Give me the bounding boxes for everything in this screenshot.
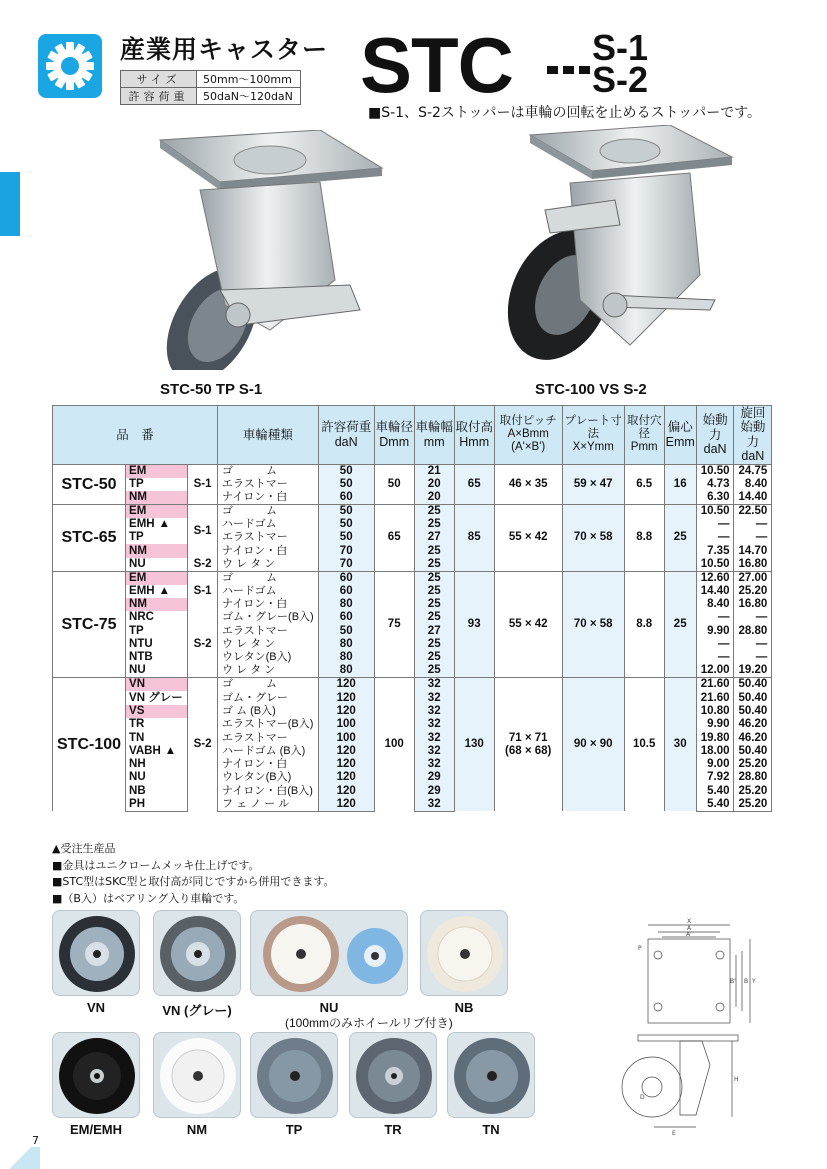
wheel-type-cell: ナイロン・白 [218,758,319,771]
stopper-cell: S-2 [188,611,218,678]
header-part-no: 品 番 [53,406,218,465]
width-cell: 32 [414,731,454,744]
width-cell: 21 [414,464,454,478]
swivel-force-cell: 8.40 [734,478,772,491]
start-force-cell: 21.60 [696,678,734,692]
start-force-cell: — [696,651,734,664]
width-cell: 25 [414,585,454,598]
wheel-type-cell: エラストマー [218,478,319,491]
start-force-cell: 19.80 [696,731,734,744]
load-cell: 60 [318,491,374,505]
start-force-cell: 12.60 [696,571,734,585]
code-cell: TN [126,731,188,744]
load-cell: 80 [318,664,374,678]
page-corner [0,1147,40,1169]
start-force-cell: 5.40 [696,785,734,798]
start-force-cell: 7.92 [696,771,734,784]
load-cell: 80 [318,598,374,611]
wheel-type-cell: ウ レ タ ン [218,664,319,678]
diagram-label: D [640,1094,645,1101]
code-cell: TP [126,478,188,491]
model-title: STC [360,21,513,109]
load-cell: 50 [318,625,374,638]
caster-spec-table [52,405,772,812]
category-title: 産業用キャスター [120,35,329,64]
width-cell: 27 [414,625,454,638]
code-cell: VABH ▲ [126,745,188,758]
load-cell: 120 [318,678,374,692]
offset-cell: 25 [664,571,696,678]
stopper-cell: S-1 [188,464,218,504]
swivel-force-cell: — [734,611,772,624]
diagram-label: P [638,945,642,952]
width-cell: 32 [414,798,454,812]
diagram-label: A [687,925,692,932]
code-cell: NRC [126,611,188,624]
wheel-type-cell: ハードゴム (B入) [218,745,319,758]
offset-cell: 16 [664,464,696,504]
diagram-label: B' [730,978,736,985]
load-cell: 100 [318,731,374,744]
swivel-force-cell: 50.40 [734,691,772,704]
stopper-cell: S-2 [188,558,218,572]
section-tab [0,172,20,236]
swivel-force-cell: 22.50 [734,504,772,518]
height-cell: 93 [454,571,494,678]
wheel-type-cell: ウ レ タ ン [218,638,319,651]
wheel-type-cell: フ ェ ノ ー ル [218,798,319,812]
table-row [53,504,772,518]
start-force-cell: 5.40 [696,798,734,812]
spec-key: 許容荷重 [121,88,197,105]
width-cell: 25 [414,571,454,585]
wheel-label-nm: NM [186,1122,208,1137]
start-force-cell: 10.80 [696,705,734,718]
spec-key: サイズ [121,71,197,88]
width-cell: 25 [414,518,454,531]
caster-photo-stc100 [500,125,740,375]
wheel-label-tn: TN [482,1122,500,1137]
swivel-force-cell: 16.80 [734,598,772,611]
header-wheel-dia: 車輪径 Dmm [374,406,414,465]
stopper-cell: S-1 [188,504,218,557]
diagram-label: H [734,1076,739,1083]
load-cell: 100 [318,718,374,731]
wheel-label-em: EM/EMH [70,1122,122,1137]
load-cell: 60 [318,585,374,598]
table-row [53,571,772,585]
wheel-type-cell: ゴ ム [218,504,319,518]
hole-cell: 8.8 [624,571,664,678]
wheel-label-tp: TP [285,1122,303,1137]
wheel-type-cell: エラストマー [218,731,319,744]
page-number: 7 [32,1134,39,1147]
load-cell: 50 [318,531,374,544]
load-cell: 120 [318,785,374,798]
width-cell: 29 [414,785,454,798]
code-cell: VN [126,678,188,692]
start-force-cell: 9.00 [696,758,734,771]
diameter-cell: 100 [374,678,414,811]
start-force-cell: 4.73 [696,478,734,491]
load-cell: 50 [318,478,374,491]
wheel-tile-nb [420,910,508,996]
header-wheel-width: 車輪幅 mm [414,406,454,465]
load-cell: 70 [318,558,374,572]
code-cell: NM [126,544,188,557]
made-to-order-mark: ▲ [158,584,170,597]
wheel-label-nu: NU [319,1000,339,1015]
header-swivel-force: 旋回 始動力 daN [734,406,772,465]
swivel-force-cell: 19.20 [734,664,772,678]
pitch-cell: 55 × 42 [494,504,562,571]
made-to-order-mark: ▲ [158,517,170,530]
height-cell: 65 [454,464,494,504]
swivel-force-cell: 24.75 [734,464,772,478]
dimension-diagram [610,915,760,1145]
caster-photo-stc50 [120,130,390,370]
wheel-type-cell: エラストマー(B入) [218,718,319,731]
wheel-tile-nu [250,910,408,996]
load-cell: 120 [318,705,374,718]
start-force-cell: 6.30 [696,491,734,505]
code-cell: NU [126,771,188,784]
spec-summary-table [120,70,301,105]
plate-cell: 90 × 90 [562,678,624,811]
model-cell: STC-50 [53,464,126,504]
note-line: ■STC型はSKC型と取付高が同じですから併用できます。 [52,875,335,888]
header-wheel-type: 車輪種類 [218,406,319,465]
swivel-force-cell: 25.20 [734,758,772,771]
load-cell: 120 [318,771,374,784]
width-cell: 25 [414,558,454,572]
start-force-cell: 9.90 [696,718,734,731]
start-force-cell: — [696,531,734,544]
wheel-type-cell: ウ レ タ ン [218,558,319,572]
code-cell: EM [126,571,188,585]
diagram-label: B [744,978,749,985]
swivel-force-cell: — [734,531,772,544]
stopper-cell: S-1 [188,571,218,611]
start-force-cell: — [696,518,734,531]
width-cell: 25 [414,638,454,651]
width-cell: 25 [414,598,454,611]
swivel-force-cell: 46.20 [734,731,772,744]
load-cell: 50 [318,518,374,531]
swivel-force-cell: 14.70 [734,544,772,557]
start-force-cell: 9.90 [696,625,734,638]
header-start-force: 始動力 daN [696,406,734,465]
note-line: ▲受注生産品 [52,842,116,855]
width-cell: 25 [414,664,454,678]
load-cell: 120 [318,798,374,812]
hole-cell: 10.5 [624,678,664,811]
wheel-type-cell: ナイロン・白 [218,544,319,557]
diagram-label: E [672,1130,676,1137]
offset-cell: 30 [664,678,696,811]
code-cell: TR [126,718,188,731]
wheel-type-cell: エラストマー [218,625,319,638]
spec-value: 50daN〜120daN [197,88,301,105]
start-force-cell: 21.60 [696,691,734,704]
load-cell: 50 [318,504,374,518]
model-cell: STC-65 [53,504,126,571]
swivel-force-cell: 28.80 [734,625,772,638]
load-cell: 80 [318,638,374,651]
code-cell: EM [126,464,188,478]
hole-cell: 6.5 [624,464,664,504]
swivel-force-cell: 25.20 [734,798,772,812]
model-dash [547,66,591,74]
code-cell: NM [126,491,188,505]
width-cell: 32 [414,718,454,731]
swivel-force-cell: 25.20 [734,585,772,598]
offset-cell: 25 [664,504,696,571]
wheel-tile-vn-gray [153,910,241,996]
header-plate: プレート寸法 X×Ymm [562,406,624,465]
table-row [53,678,772,692]
start-force-cell: 14.40 [696,585,734,598]
width-cell: 32 [414,705,454,718]
code-cell: TP [126,531,188,544]
swivel-force-cell: 16.80 [734,558,772,572]
swivel-force-cell: 27.00 [734,571,772,585]
start-force-cell: 12.00 [696,664,734,678]
swivel-force-cell: 25.20 [734,785,772,798]
variant-s2: S-2 [592,59,649,100]
wheel-label-vn: VN [86,1000,106,1015]
table-row [53,464,772,478]
swivel-force-cell: 14.40 [734,491,772,505]
gear-icon [38,34,102,98]
wheel-type-cell: ゴム・グレー(B入) [218,611,319,624]
header-hole: 取付穴径 Pmm [624,406,664,465]
header-load: 許容荷重 daN [318,406,374,465]
photo-caption-right: STC-100 VS S-2 [535,381,647,398]
wheel-type-cell: ゴ ム [218,464,319,478]
made-to-order-mark: ▲ [164,744,177,757]
diagram-label: X [687,918,692,925]
diameter-cell: 50 [374,464,414,504]
start-force-cell: 10.50 [696,464,734,478]
code-cell: EM [126,504,188,518]
start-force-cell: — [696,638,734,651]
hole-cell: 8.8 [624,504,664,571]
code-cell: NB [126,785,188,798]
header-pitch: 取付ピッチ A×Bmm (A'×B') [494,406,562,465]
code-cell: NTB [126,651,188,664]
wheel-type-cell: ナイロン・白 [218,491,319,505]
load-cell: 60 [318,571,374,585]
width-cell: 25 [414,504,454,518]
wheel-tile-tp [250,1032,338,1118]
stopper-cell: S-2 [188,678,218,811]
load-cell: 60 [318,611,374,624]
header-height: 取付高 Hmm [454,406,494,465]
load-cell: 120 [318,745,374,758]
swivel-force-cell: — [734,638,772,651]
code-cell: VN グレー [126,691,188,704]
wheel-tile-nm [153,1032,241,1118]
start-force-cell: 18.00 [696,745,734,758]
wheel-tile-tn [447,1032,535,1118]
wheel-tile-tr [349,1032,437,1118]
photo-caption-left: STC-50 TP S-1 [160,381,263,398]
width-cell: 25 [414,544,454,557]
width-cell: 20 [414,491,454,505]
diagram-label: A' [686,931,692,938]
code-cell: TP [126,625,188,638]
load-cell: 70 [318,544,374,557]
height-cell: 85 [454,504,494,571]
start-force-cell: 10.50 [696,558,734,572]
start-force-cell: 7.35 [696,544,734,557]
wheel-type-cell: ゴム・グレー [218,691,319,704]
wheel-type-cell: ハードゴム [218,518,319,531]
load-cell: 50 [318,464,374,478]
wheel-note-nu: (100mmのみホイールリブ付き) [285,1016,453,1030]
start-force-cell: 8.40 [696,598,734,611]
wheel-type-cell: ハードゴム [218,585,319,598]
code-cell: NU [126,558,188,572]
wheel-type-cell: ウレタン(B入) [218,771,319,784]
wheel-type-cell: ナイロン・白(B入) [218,785,319,798]
wheel-type-cell: ウレタン(B入) [218,651,319,664]
width-cell: 25 [414,611,454,624]
code-cell: EMH ▲ [126,518,188,531]
swivel-force-cell: 28.80 [734,771,772,784]
wheel-label-nb: NB [454,1000,474,1015]
swivel-force-cell: — [734,651,772,664]
wheel-type-cell: エラストマー [218,531,319,544]
header-offset: 偏心 Emm [664,406,696,465]
wheel-tile-vn [52,910,140,996]
width-cell: 32 [414,691,454,704]
code-cell: PH [126,798,188,812]
diameter-cell: 65 [374,504,414,571]
load-cell: 120 [318,758,374,771]
wheel-label-vn-gray: VN (グレー) [162,1003,232,1018]
plate-cell: 59 × 47 [562,464,624,504]
height-cell: 130 [454,678,494,811]
model-cell: STC-75 [53,571,126,678]
swivel-force-cell: 46.20 [734,718,772,731]
diagram-label: Y [752,978,756,985]
note-line: ■金具はユニクロームメッキ仕上げです。 [52,858,260,872]
swivel-force-cell: 50.40 [734,745,772,758]
wheel-tile-em [52,1032,140,1118]
swivel-force-cell: 50.40 [734,678,772,692]
code-cell: NTU [126,638,188,651]
pitch-cell: 71 × 71 (68 × 68) [494,678,562,811]
pitch-cell: 55 × 42 [494,571,562,678]
width-cell: 20 [414,478,454,491]
width-cell: 32 [414,745,454,758]
pitch-cell: 46 × 35 [494,464,562,504]
diameter-cell: 75 [374,571,414,678]
spec-value: 50mm〜100mm [197,71,301,88]
model-cell: STC-100 [53,678,126,811]
note-line: ■（B入）はベアリング入り車輪です。 [52,891,245,905]
wheel-type-cell: ナイロン・白 [218,598,319,611]
width-cell: 29 [414,771,454,784]
variant-s1: S-1 [592,27,649,68]
swivel-force-cell: 50.40 [734,705,772,718]
width-cell: 27 [414,531,454,544]
width-cell: 32 [414,758,454,771]
start-force-cell: 10.50 [696,504,734,518]
code-cell: NM [126,598,188,611]
width-cell: 32 [414,678,454,692]
plate-cell: 70 × 58 [562,571,624,678]
notes [52,841,335,907]
width-cell: 25 [414,651,454,664]
code-cell: NU [126,664,188,678]
swivel-force-cell: — [734,518,772,531]
wheel-type-cell: ゴ ム [218,571,319,585]
plate-cell: 70 × 58 [562,504,624,571]
load-cell: 80 [318,651,374,664]
stopper-note: ■S-1、S-2ストッパーは車輪の回転を止めるストッパーです。 [368,105,761,121]
wheel-type-cell: ゴ ム [218,678,319,692]
wheel-label-tr: TR [384,1122,402,1137]
start-force-cell: — [696,611,734,624]
code-cell: NH [126,758,188,771]
caster-logo [38,34,102,98]
wheel-type-cell: ゴ ム (B入) [218,705,319,718]
code-cell: EMH ▲ [126,585,188,598]
code-cell: VS [126,705,188,718]
load-cell: 120 [318,691,374,704]
